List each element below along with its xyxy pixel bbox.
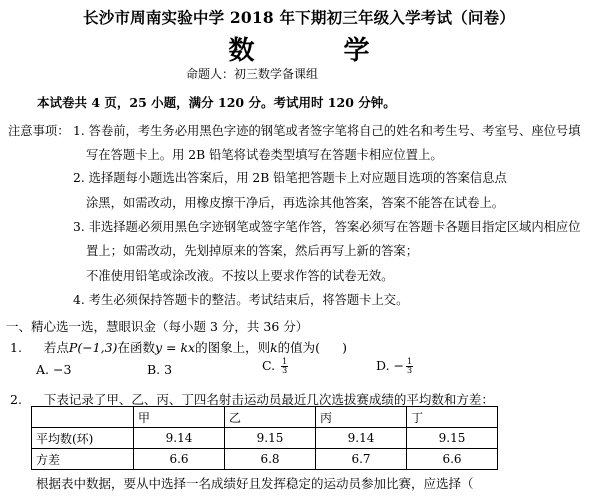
question-text: 的值为( (277, 340, 321, 355)
notes-label: 注意事项： (8, 124, 70, 138)
question-text: 若点 (43, 340, 69, 355)
note-line: 4. 考生必须保持答题卡的整洁。考试结束后，将答题卡上交。 (73, 293, 409, 307)
fraction: $\frac{1}{3}$ (407, 357, 413, 375)
table-cell: 6.8 (225, 449, 316, 470)
option-a: A. −3 (36, 362, 72, 377)
note-line: 不准使用铅笔或涂改液。不按以上要求作答的试卷无效。 (86, 269, 394, 283)
question-1 (10, 338, 347, 356)
option-d: D. − $\frac{1}{3}$ (376, 357, 413, 375)
table-cell: 9.15 (407, 428, 498, 449)
note-line: 1. 答卷前，考生务必用黑色字迹的钢笔或者签字笔将自己的姓名和考生号、考室号、座位号填 (73, 124, 581, 138)
table-cell: 9.14 (316, 428, 407, 449)
table-cell: 丙 (316, 407, 407, 428)
exam-summary: 本试卷共 4 页，25 小题，满分 120 分。考试用时 120 分钟。 (37, 95, 396, 110)
question-number: 1. (10, 340, 22, 355)
table-cell (32, 407, 134, 428)
option-b: B. 3 (147, 362, 173, 377)
table-row (32, 449, 498, 470)
table-cell: 9.15 (225, 428, 316, 449)
note-line: 2. 选择题每小题选出答案后，用 2B 铅笔把答题卡上对应题目选项的答案信息点 (73, 171, 507, 185)
fraction: $\frac{1}{3}$ (282, 357, 288, 375)
table-cell: 平均数(环) (32, 428, 134, 449)
option-c: C. $\frac{1}{3}$ (262, 357, 288, 375)
question-text: 的图象上，则 (195, 340, 271, 355)
subject-heading: 数 学 (228, 36, 410, 66)
math-variable: k (270, 340, 278, 355)
note-line: 3. 非选择题必须用黑色字迹钢笔或签字笔作答，答案必须写在答题卡各题目指定区域内相应位 (73, 220, 581, 234)
scores-table (31, 406, 498, 470)
note-line: 写在答题卡上。用 2B 铅笔将试卷类型填写在答题卡相应位置上。 (86, 148, 443, 162)
math-function: y = kx (154, 340, 196, 355)
table-cell: 乙 (225, 407, 316, 428)
note-line: 涂黑，如需改动，用橡皮擦干净后，再选涂其他答案，答案不能答在试卷上。 (86, 196, 505, 210)
table-header-row (32, 407, 498, 428)
question-text: ) (342, 340, 347, 355)
table-cell: 丁 (407, 407, 498, 428)
question-text: 下表记录了甲、乙、丙、丁四名射击运动员最近几次选拔赛成绩的平均数和方差： (43, 392, 494, 407)
table-cell: 甲 (134, 407, 225, 428)
question-text: 在函数 (117, 340, 155, 355)
note-line: 置上；如需改动，先划掉原来的答案，然后再写上新的答案； (86, 244, 419, 258)
question-number: 2. (10, 392, 22, 407)
table-row (32, 428, 498, 449)
exam-title: 长沙市周南实验中学 2018 年下期初三年级入学考试（问卷） (83, 8, 515, 27)
table-cell: 6.6 (134, 449, 225, 470)
table-cell: 9.14 (134, 428, 225, 449)
table-cell: 方差 (32, 449, 134, 470)
question-2-followup: 根据表中数据，要从中选择一名成绩好且发挥稳定的运动员参加比赛，应选择（ (36, 476, 474, 491)
table-cell: 6.7 (316, 449, 407, 470)
math-point: P(−1,3) (68, 340, 118, 355)
section-heading: 一、精心选一选，慧眼识金（每小题 3 分，共 36 分） (6, 319, 309, 334)
table-cell: 6.6 (407, 449, 498, 470)
author-line: 命题人：初三数学备课组 (186, 67, 319, 81)
